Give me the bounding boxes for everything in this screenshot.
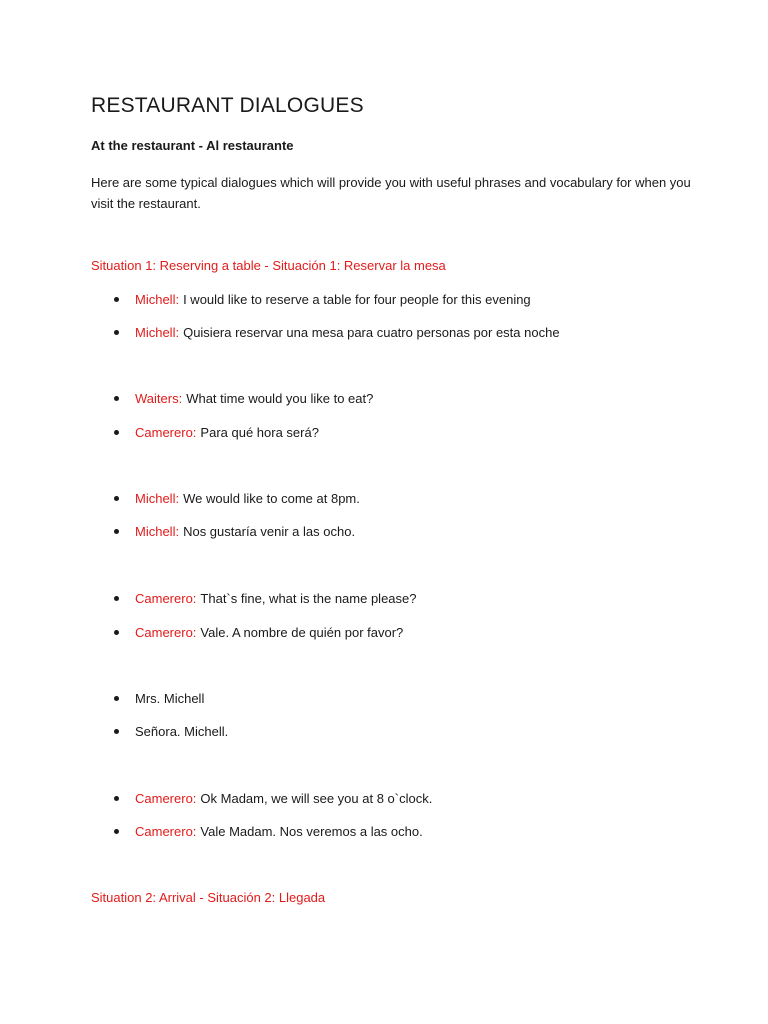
dialogue-text: Vale. A nombre de quién por favor? [200,625,404,640]
bullet-icon [114,396,119,401]
bullet-icon [114,330,119,335]
dialogue-line [114,724,228,739]
dialogue-text: I would like to reserve a table for four people for this evening [183,292,531,307]
dialogue-line [114,824,423,839]
dialogue-line [114,591,416,606]
bullet-icon [114,796,119,801]
bullet-icon [114,696,119,701]
speaker-label: Michell: [135,292,180,307]
bullet-icon [114,529,119,534]
dialogue-line [114,391,373,406]
dialogue-line [114,425,319,440]
dialogue-line [114,625,403,640]
dialogue-text: Vale Madam. Nos veremos a las ocho. [200,824,423,839]
dialogue-text: Quisiera reservar una mesa para cuatro personas por esta noche [183,325,560,340]
speaker-label: Camerero: [135,591,197,606]
speaker-label: Waiters: [135,391,183,406]
dialogue-text: We would like to come at 8pm. [183,491,360,506]
bullet-icon [114,596,119,601]
dialogue-line [114,691,204,706]
speaker-label: Camerero: [135,824,197,839]
bullet-icon [114,829,119,834]
dialogue-line [114,292,531,307]
dialogue-text: What time would you like to eat? [186,391,374,406]
dialogue-line [114,491,360,506]
dialogue-line [114,791,432,806]
speaker-label: Camerero: [135,625,197,640]
speaker-label: Camerero: [135,791,197,806]
dialogue-text: That`s fine, what is the name please? [200,591,417,606]
bullet-icon [114,297,119,302]
dialogue-text: Ok Madam, we will see you at 8 o`clock. [200,791,433,806]
dialogue-line [114,325,560,340]
speaker-label: Camerero: [135,425,197,440]
dialogue-text: Señora. Michell. [135,724,229,739]
dialogue-text: Nos gustaría venir a las ocho. [183,524,356,539]
section-heading-situation-1: Situation 1: Reserving a table - Situación 1: Reservar la mesa [91,258,446,273]
dialogue-text: Mrs. Michell [135,691,205,706]
bullet-icon [114,430,119,435]
bullet-icon [114,496,119,501]
dialogue-line [114,524,355,539]
bullet-icon [114,729,119,734]
speaker-label: Michell: [135,325,180,340]
speaker-label: Michell: [135,524,180,539]
document-subtitle: At the restaurant - Al restaurante [91,138,294,153]
bullet-icon [114,630,119,635]
dialogue-text: Para qué hora será? [200,425,319,440]
speaker-label: Michell: [135,491,180,506]
section-heading-situation-2: Situation 2: Arrival - Situación 2: Llegada [91,890,326,905]
intro-paragraph: Here are some typical dialogues which will provide you with useful phrases and vocabulary for when you visit the restaurant. [91,175,691,211]
page-title: RESTAURANT DIALOGUES [91,94,364,117]
